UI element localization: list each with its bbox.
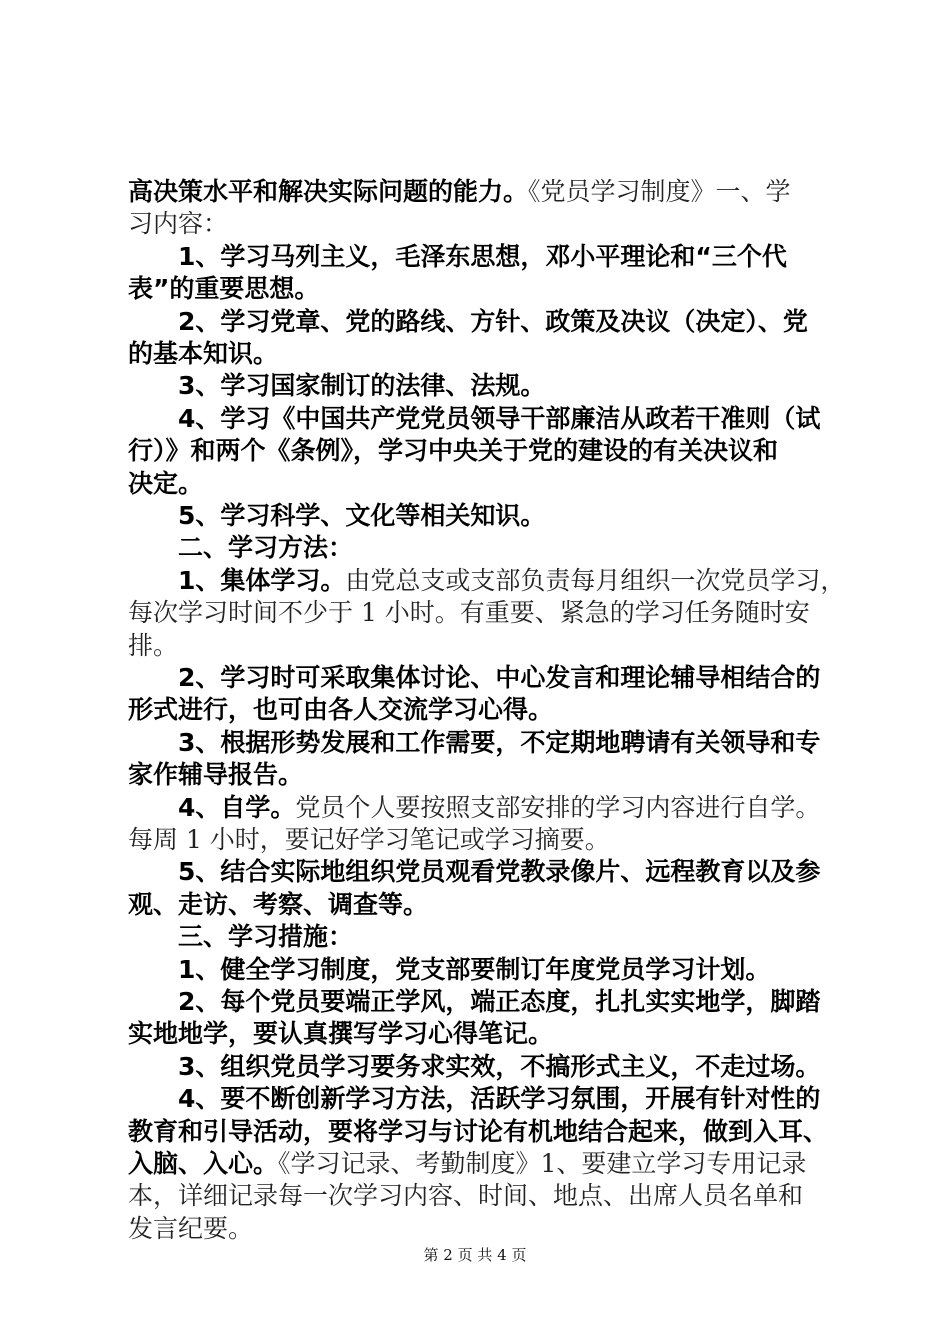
text-line <box>128 954 888 986</box>
text-line <box>128 306 888 338</box>
text-line <box>128 597 838 629</box>
text-segment: 家作辅导报告。 <box>128 760 304 790</box>
text-segment: 高决策水平和解决实际问题的能力。 <box>128 177 529 206</box>
text-line <box>128 889 838 921</box>
text-line <box>128 403 888 435</box>
text-segment: 排。 <box>128 630 179 660</box>
text-segment: 1、学习马列主义，毛泽东思想，邓小平理论和“三个代 <box>178 241 787 271</box>
text-segment: 二、学习方法： <box>178 533 354 563</box>
text-line <box>128 500 888 532</box>
text-segment: 的基本知识。 <box>128 339 279 368</box>
text-line <box>128 370 888 402</box>
text-line <box>128 694 838 726</box>
text-segment: 2、每个党员要端正学风，端正态度，扎扎实实地学，脚踏 <box>178 987 821 1016</box>
text-segment: 入脑、入心。 <box>128 1149 279 1178</box>
page-footer: 第 2 页 共 4 页 <box>423 1246 527 1264</box>
text-line <box>128 824 838 856</box>
text-segment: 决定。 <box>128 468 204 498</box>
text-line <box>128 1018 838 1050</box>
text-line <box>128 1116 838 1148</box>
text-segment: 由党总支或支部负责每月组织一次党员学习， <box>345 565 846 595</box>
text-line <box>128 727 888 759</box>
text-segment: 每次学习时间不少于 1 小时。有重要、紧急的学习任务随时安 <box>128 598 810 628</box>
text-segment: 本，详细记录每一次学习内容、时间、地点、出席人员名单和 <box>128 1181 804 1211</box>
text-line <box>128 1213 838 1245</box>
text-segment: 发言纪要。 <box>128 1213 254 1243</box>
text-line <box>128 986 888 1018</box>
text-line <box>128 241 888 273</box>
text-segment: 《学习记录、考勤制度》1、要建立学习专用记录 <box>278 1149 807 1178</box>
text-line <box>128 435 838 467</box>
text-line <box>128 921 888 953</box>
text-line <box>128 792 888 824</box>
text-line <box>128 1051 888 1083</box>
text-line <box>128 1083 888 1115</box>
text-segment: 《党员学习制度》一、学 <box>528 177 791 206</box>
text-line <box>128 532 888 564</box>
text-segment: 教育和引导活动，要将学习与讨论有机地结合起来，做到入耳、 <box>128 1116 829 1146</box>
text-line <box>128 856 888 888</box>
text-segment: 3、根据形势发展和工作需要，不定期地聘请有关领导和专 <box>178 727 821 757</box>
text-segment: 4、自学。 <box>178 792 296 822</box>
text-segment: 表”的重要思想。 <box>128 274 320 304</box>
text-segment: 行）》和两个《条例》，学习中央关于党的建设的有关决议和 <box>128 436 779 466</box>
text-line <box>128 208 838 240</box>
text-line <box>128 1180 838 1212</box>
text-line <box>128 662 888 694</box>
text-segment: 5、学习科学、文化等相关知识。 <box>178 501 546 530</box>
text-line <box>128 1148 838 1180</box>
text-segment: 3、学习国家制订的法律、法规。 <box>178 371 546 401</box>
text-segment: 3、组织党员学习要务求实效，不搞形式主义，不走过场。 <box>178 1051 821 1081</box>
text-segment: 2、学习时可采取集体讨论、中心发言和理论辅导相结合的 <box>178 663 821 692</box>
text-segment: 观、走访、考察、调查等。 <box>128 889 429 919</box>
text-segment: 1、集体学习。 <box>178 565 346 595</box>
text-segment: 实地地学，要认真撰写学习心得笔记。 <box>128 1019 554 1049</box>
text-segment: 三、学习措施： <box>178 922 354 952</box>
text-segment: 5、结合实际地组织党员观看党教录像片、远程教育以及参 <box>178 857 821 887</box>
text-segment: 2、学习党章、党的路线、方针、政策及决议（决定）、党 <box>178 306 808 336</box>
text-segment: 4、学习《中国共产党党员领导干部廉洁从政若干准则（试 <box>178 403 821 433</box>
text-line <box>128 176 838 208</box>
text-segment: 形式进行，也可由各人交流学习心得。 <box>128 695 554 725</box>
text-segment: 习内容： <box>128 209 229 239</box>
text-segment: 党员个人要按照支部安排的学习内容进行自学。 <box>295 792 821 822</box>
text-line <box>128 338 838 370</box>
text-segment: 1、健全学习制度，党支部要制订年度党员学习计划。 <box>178 954 771 984</box>
text-segment: 每周 1 小时，要记好学习笔记或学习摘要。 <box>128 825 610 854</box>
text-line <box>128 273 838 305</box>
text-line <box>128 759 838 791</box>
text-line <box>128 468 838 500</box>
text-line <box>128 565 888 597</box>
text-line <box>128 630 838 662</box>
text-segment: 4、要不断创新学习方法，活跃学习氛围，开展有针对性的 <box>178 1084 821 1114</box>
